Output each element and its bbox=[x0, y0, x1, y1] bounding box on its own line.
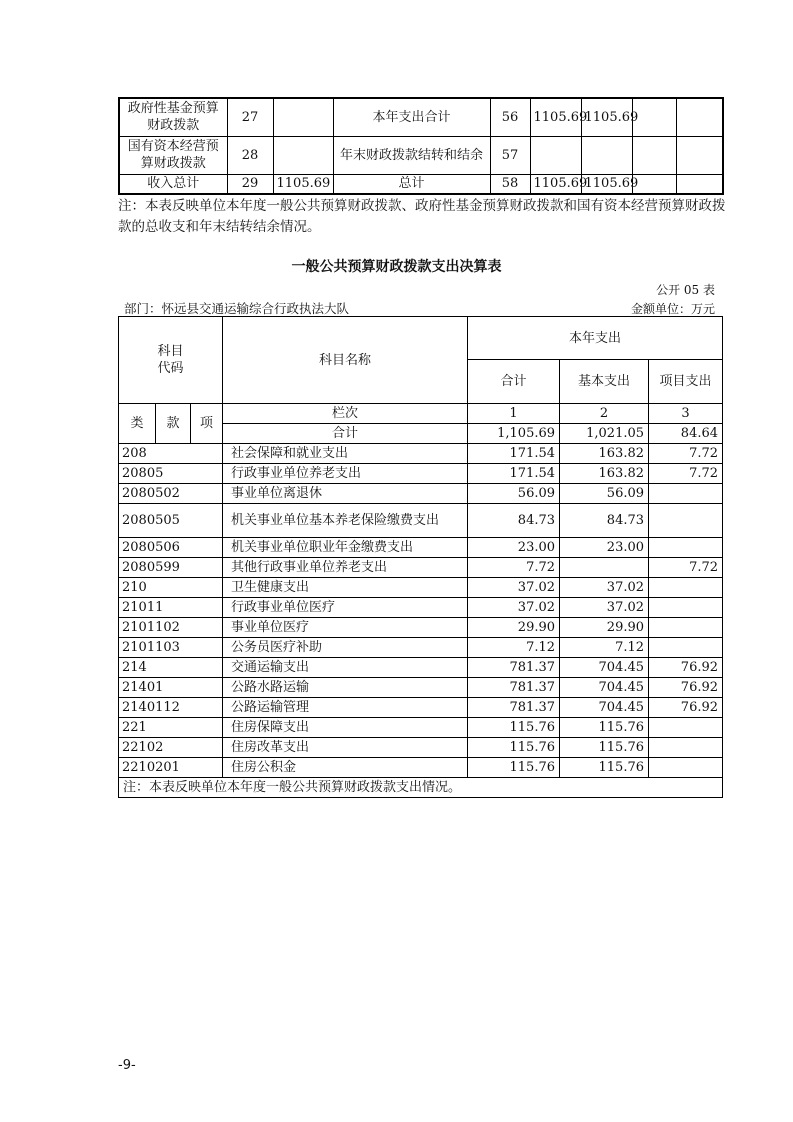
subject-name: 住房改革支出 bbox=[223, 738, 468, 758]
expenditure-table bbox=[118, 316, 723, 798]
basic-amount: 704.45 bbox=[560, 658, 649, 678]
subject-code: 22102 bbox=[119, 738, 223, 758]
column-number-3: 3 bbox=[649, 404, 723, 424]
amount-1: 1105.69 bbox=[530, 174, 581, 194]
page-number: -9- bbox=[118, 1058, 136, 1073]
item-header: 项 bbox=[191, 404, 223, 444]
basic-amount: 23.00 bbox=[560, 538, 649, 558]
sum-basic: 1,021.05 bbox=[560, 424, 649, 444]
table-note: 注：本表反映单位本年度一般公共预算财政拨款支出情况。 bbox=[119, 778, 723, 798]
table-row bbox=[119, 578, 723, 598]
subject-code-header: 科目 代码 bbox=[119, 317, 223, 404]
table-row bbox=[119, 638, 723, 658]
section-header: 款 bbox=[156, 404, 191, 444]
project-amount bbox=[649, 618, 723, 638]
summary-row bbox=[119, 98, 723, 136]
amount-3 bbox=[632, 98, 676, 136]
subject-code: 2101103 bbox=[119, 638, 223, 658]
right-label: 年末财政拨款结转和结余 bbox=[333, 136, 490, 174]
table-row bbox=[119, 598, 723, 618]
amount-1: 1105.69 bbox=[530, 98, 581, 136]
project-amount: 76.92 bbox=[649, 658, 723, 678]
project-amount bbox=[649, 638, 723, 658]
amount-3 bbox=[632, 174, 676, 194]
left-line-no: 27 bbox=[227, 98, 273, 136]
left-amount: 1105.69 bbox=[273, 174, 333, 194]
left-line-no: 29 bbox=[227, 174, 273, 194]
project-amount bbox=[649, 538, 723, 558]
column-number-1: 1 bbox=[468, 404, 560, 424]
total-amount: 781.37 bbox=[468, 658, 560, 678]
project-amount bbox=[649, 758, 723, 778]
total-amount: 84.73 bbox=[468, 504, 560, 538]
subject-code: 221 bbox=[119, 718, 223, 738]
summary-row bbox=[119, 136, 723, 174]
basic-amount: 84.73 bbox=[560, 504, 649, 538]
amount-2 bbox=[581, 136, 632, 174]
table-row bbox=[119, 658, 723, 678]
subject-name-header: 科目名称 bbox=[223, 317, 468, 404]
table-row bbox=[119, 484, 723, 504]
left-label: 政府性基金预算财政拨款 bbox=[119, 98, 227, 136]
total-header: 合计 bbox=[468, 360, 560, 404]
basic-amount: 163.82 bbox=[560, 464, 649, 484]
subject-code: 2080505 bbox=[119, 504, 223, 538]
basic-amount: 29.90 bbox=[560, 618, 649, 638]
basic-expenditure-header: 基本支出 bbox=[560, 360, 649, 404]
table-row bbox=[119, 718, 723, 738]
subject-name: 机关事业单位基本养老保险缴费支出 bbox=[223, 504, 468, 538]
current-year-expenditure-header: 本年支出 bbox=[468, 317, 723, 360]
total-amount: 781.37 bbox=[468, 678, 560, 698]
subject-code: 2101102 bbox=[119, 618, 223, 638]
note-row bbox=[119, 778, 723, 798]
total-amount: 115.76 bbox=[468, 738, 560, 758]
subject-name: 事业单位离退休 bbox=[223, 484, 468, 504]
subject-code: 2140112 bbox=[119, 698, 223, 718]
total-amount: 171.54 bbox=[468, 444, 560, 464]
right-label: 本年支出合计 bbox=[333, 98, 490, 136]
sum-row-label: 合计 bbox=[223, 424, 468, 444]
subject-name: 其他行政事业单位养老支出 bbox=[223, 558, 468, 578]
subject-code: 2080506 bbox=[119, 538, 223, 558]
basic-amount: 115.76 bbox=[560, 738, 649, 758]
amount-4 bbox=[676, 98, 723, 136]
basic-amount: 704.45 bbox=[560, 698, 649, 718]
subject-code: 214 bbox=[119, 658, 223, 678]
amount-2: 1105.69 bbox=[581, 174, 632, 194]
sum-total: 1,105.69 bbox=[468, 424, 560, 444]
left-line-no: 28 bbox=[227, 136, 273, 174]
department-label: 部门：怀远县交通运输综合行政执法大队 bbox=[124, 301, 350, 316]
sum-project: 84.64 bbox=[649, 424, 723, 444]
project-amount bbox=[649, 484, 723, 504]
subject-name: 公务员医疗补助 bbox=[223, 638, 468, 658]
subject-name: 卫生健康支出 bbox=[223, 578, 468, 598]
subject-name: 行政事业单位医疗 bbox=[223, 598, 468, 618]
subject-name: 交通运输支出 bbox=[223, 658, 468, 678]
subject-name: 公路运输管理 bbox=[223, 698, 468, 718]
subject-code: 21011 bbox=[119, 598, 223, 618]
amount-unit-label: 金额单位：万元 bbox=[630, 302, 715, 316]
project-amount bbox=[649, 598, 723, 618]
right-label: 总计 bbox=[333, 174, 490, 194]
table-row bbox=[119, 698, 723, 718]
subject-name: 行政事业单位养老支出 bbox=[223, 464, 468, 484]
table-row bbox=[119, 678, 723, 698]
basic-amount bbox=[560, 558, 649, 578]
total-amount: 115.76 bbox=[468, 718, 560, 738]
total-amount: 37.02 bbox=[468, 598, 560, 618]
table-row bbox=[119, 444, 723, 464]
subject-code: 2080502 bbox=[119, 484, 223, 504]
right-line-no: 56 bbox=[490, 98, 530, 136]
project-amount: 7.72 bbox=[649, 464, 723, 484]
total-amount: 29.90 bbox=[468, 618, 560, 638]
summary-row bbox=[119, 174, 723, 194]
table-row bbox=[119, 618, 723, 638]
basic-amount: 115.76 bbox=[560, 718, 649, 738]
page-title: 一般公共预算财政拨款支出决算表 bbox=[291, 259, 502, 275]
left-amount bbox=[273, 136, 333, 174]
basic-amount: 115.76 bbox=[560, 758, 649, 778]
subject-name: 公路水路运输 bbox=[223, 678, 468, 698]
subject-code: 2080599 bbox=[119, 558, 223, 578]
basic-amount: 163.82 bbox=[560, 444, 649, 464]
category-header: 类 bbox=[119, 404, 156, 444]
right-line-no: 57 bbox=[490, 136, 530, 174]
subject-name: 事业单位医疗 bbox=[223, 618, 468, 638]
subject-name: 住房公积金 bbox=[223, 758, 468, 778]
subject-code: 21401 bbox=[119, 678, 223, 698]
basic-amount: 704.45 bbox=[560, 678, 649, 698]
basic-amount: 56.09 bbox=[560, 484, 649, 504]
subject-name: 机关事业单位职业年金缴费支出 bbox=[223, 538, 468, 558]
summary-table-note: 注：本表反映单位本年度一般公共预算财政拨款、政府性基金预算财政拨款和国有资本经营预算财政拨款的总收支和年末结转结余情况。 bbox=[118, 198, 726, 235]
total-amount: 37.02 bbox=[468, 578, 560, 598]
amount-2: 1105.69 bbox=[581, 98, 632, 136]
left-label: 收入总计 bbox=[119, 174, 227, 194]
column-number-label: 栏次 bbox=[223, 404, 468, 424]
project-amount bbox=[649, 718, 723, 738]
amount-4 bbox=[676, 174, 723, 194]
total-amount: 781.37 bbox=[468, 698, 560, 718]
project-amount: 7.72 bbox=[649, 444, 723, 464]
basic-amount: 37.02 bbox=[560, 578, 649, 598]
basic-amount: 7.12 bbox=[560, 638, 649, 658]
project-amount bbox=[649, 578, 723, 598]
total-amount: 115.76 bbox=[468, 758, 560, 778]
subject-name: 社会保障和就业支出 bbox=[223, 444, 468, 464]
amount-4 bbox=[676, 136, 723, 174]
subject-code: 20805 bbox=[119, 464, 223, 484]
table-row bbox=[119, 504, 723, 538]
table-row bbox=[119, 538, 723, 558]
project-amount bbox=[649, 738, 723, 758]
table-row bbox=[119, 738, 723, 758]
subject-code: 208 bbox=[119, 444, 223, 464]
subject-code: 210 bbox=[119, 578, 223, 598]
table-row bbox=[119, 464, 723, 484]
total-amount: 171.54 bbox=[468, 464, 560, 484]
subject-code: 2210201 bbox=[119, 758, 223, 778]
amount-1 bbox=[530, 136, 581, 174]
basic-amount: 37.02 bbox=[560, 598, 649, 618]
project-amount: 76.92 bbox=[649, 698, 723, 718]
project-amount bbox=[649, 504, 723, 538]
column-number-2: 2 bbox=[560, 404, 649, 424]
total-amount: 7.12 bbox=[468, 638, 560, 658]
total-amount: 7.72 bbox=[468, 558, 560, 578]
right-line-no: 58 bbox=[490, 174, 530, 194]
table-row bbox=[119, 758, 723, 778]
project-amount: 76.92 bbox=[649, 678, 723, 698]
table-row bbox=[119, 558, 723, 578]
amount-3 bbox=[632, 136, 676, 174]
project-expenditure-header: 项目支出 bbox=[649, 360, 723, 404]
total-amount: 23.00 bbox=[468, 538, 560, 558]
total-amount: 56.09 bbox=[468, 484, 560, 504]
project-amount: 7.72 bbox=[649, 558, 723, 578]
form-number: 公开 05 表 bbox=[656, 283, 715, 297]
income-expense-summary-table bbox=[118, 97, 724, 195]
left-label: 国有资本经营预算财政拨款 bbox=[119, 136, 227, 174]
subject-name: 住房保障支出 bbox=[223, 718, 468, 738]
left-amount bbox=[273, 98, 333, 136]
